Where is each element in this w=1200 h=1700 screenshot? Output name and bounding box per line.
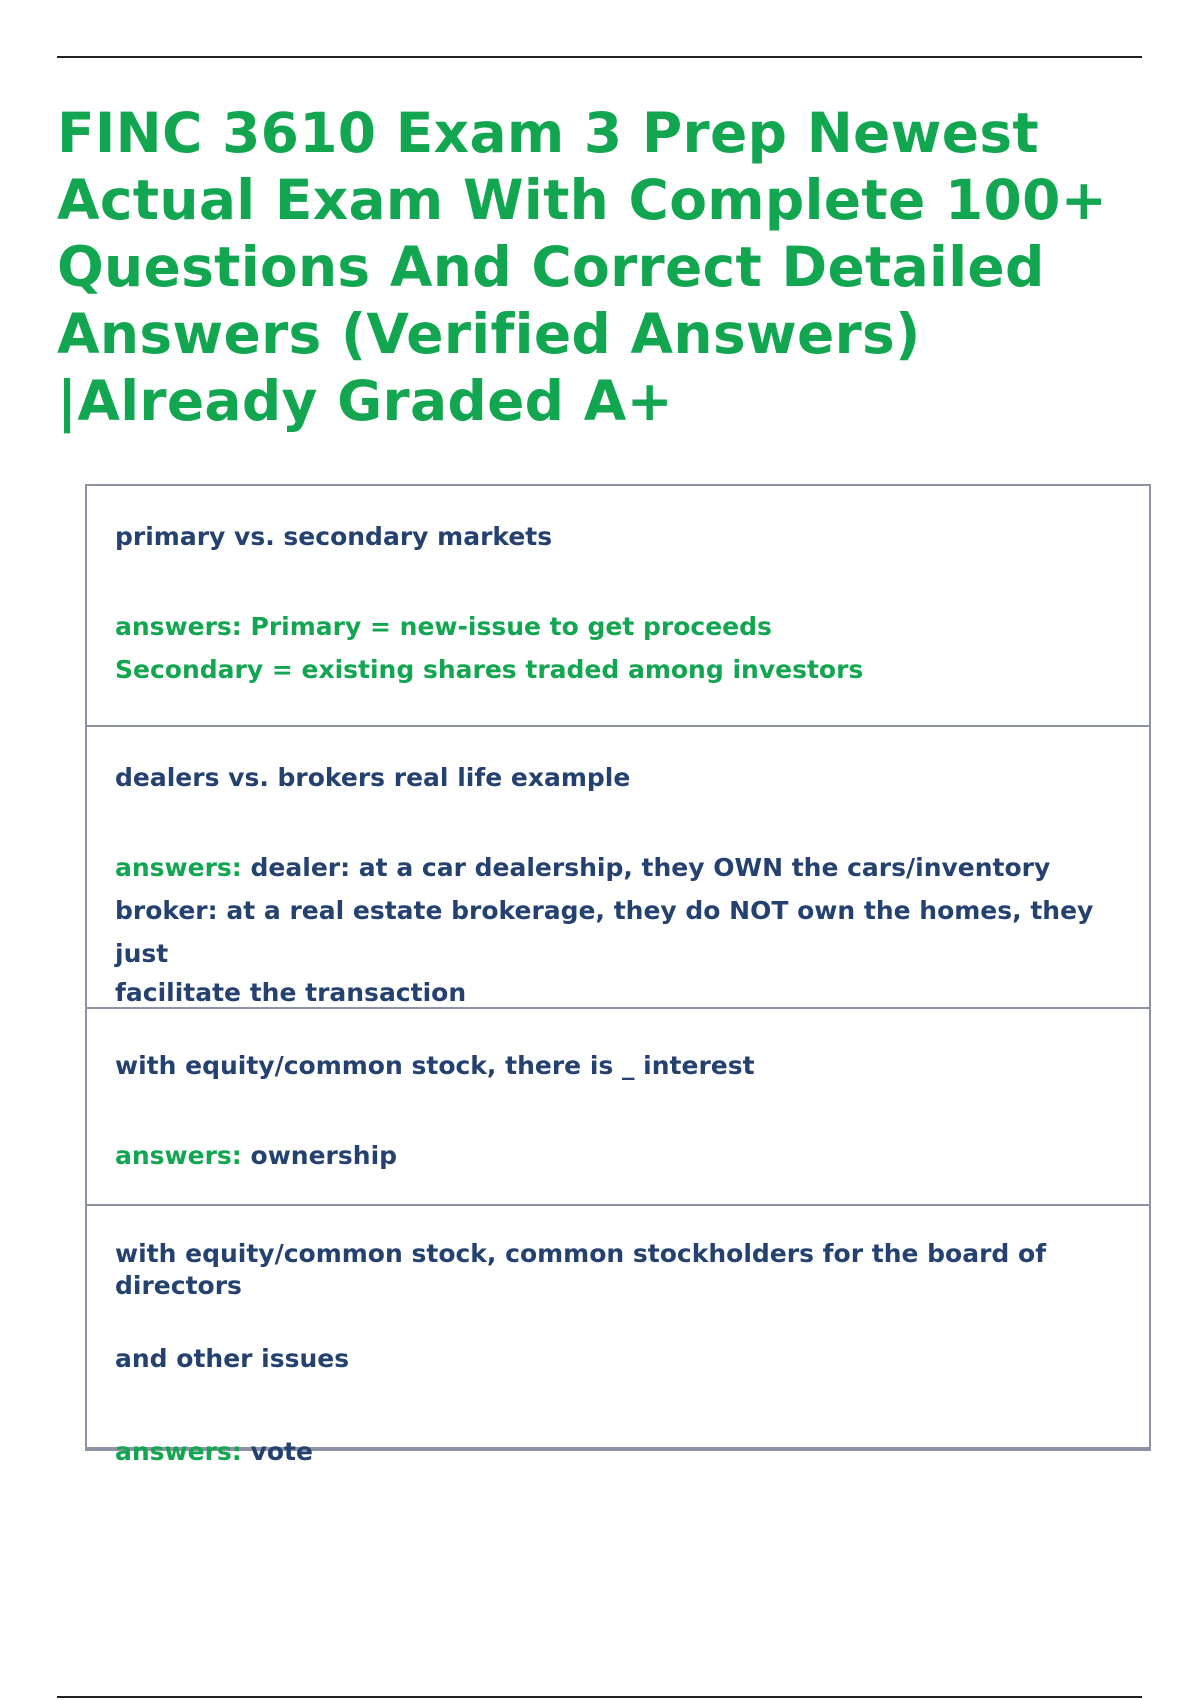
answer-block [115, 1134, 1121, 1177]
answer-line [115, 846, 1121, 889]
answer-text: Primary = new-issue to get proceeds [250, 612, 772, 641]
answer-block [115, 1430, 1121, 1473]
question-text: with equity/common stock, there is _ interest [115, 1051, 755, 1080]
question-text: and other issues [115, 1344, 350, 1373]
bottom-divider [57, 1696, 1142, 1698]
question-text: primary vs. secondary markets [115, 522, 553, 551]
answer-text: broker: at a real estate brokerage, they do NOT own the homes, they just [115, 896, 1094, 968]
answer-text: facilitate the transaction [115, 978, 467, 1007]
top-divider [57, 56, 1142, 58]
answer-line [115, 605, 1121, 648]
answer-prefix: answers: [115, 1437, 242, 1466]
qa-row [87, 486, 1149, 727]
answer-block [115, 846, 1121, 1014]
answer-prefix: answers: [115, 1141, 242, 1170]
qa-table [85, 484, 1151, 1466]
answer-prefix: answers: [115, 612, 242, 641]
qa-row [87, 727, 1149, 1009]
answer-block [115, 605, 1121, 691]
answer-text: vote [250, 1437, 313, 1466]
document-title: FINC 3610 Exam 3 Prep Newest Actual Exam With Complete 100+ Questions And Correct Detailed Answers (Verified Answers) |Already Graded A+ [57, 101, 1108, 433]
question-text: with equity/common stock, common stockholders for the board of directors [115, 1239, 1047, 1300]
qa-row [87, 1009, 1149, 1206]
answer-prefix: answers: [115, 853, 242, 882]
answer-text: Secondary = existing shares traded among investors [115, 655, 864, 684]
answer-line [115, 1134, 1121, 1177]
answer-line [115, 1430, 1121, 1473]
answer-text: dealer: at a car dealership, they OWN the cars/inventory [250, 853, 1051, 882]
qa-row [87, 1206, 1149, 1466]
question-text: dealers vs. brokers real life example [115, 763, 631, 792]
answer-text: ownership [250, 1141, 398, 1170]
